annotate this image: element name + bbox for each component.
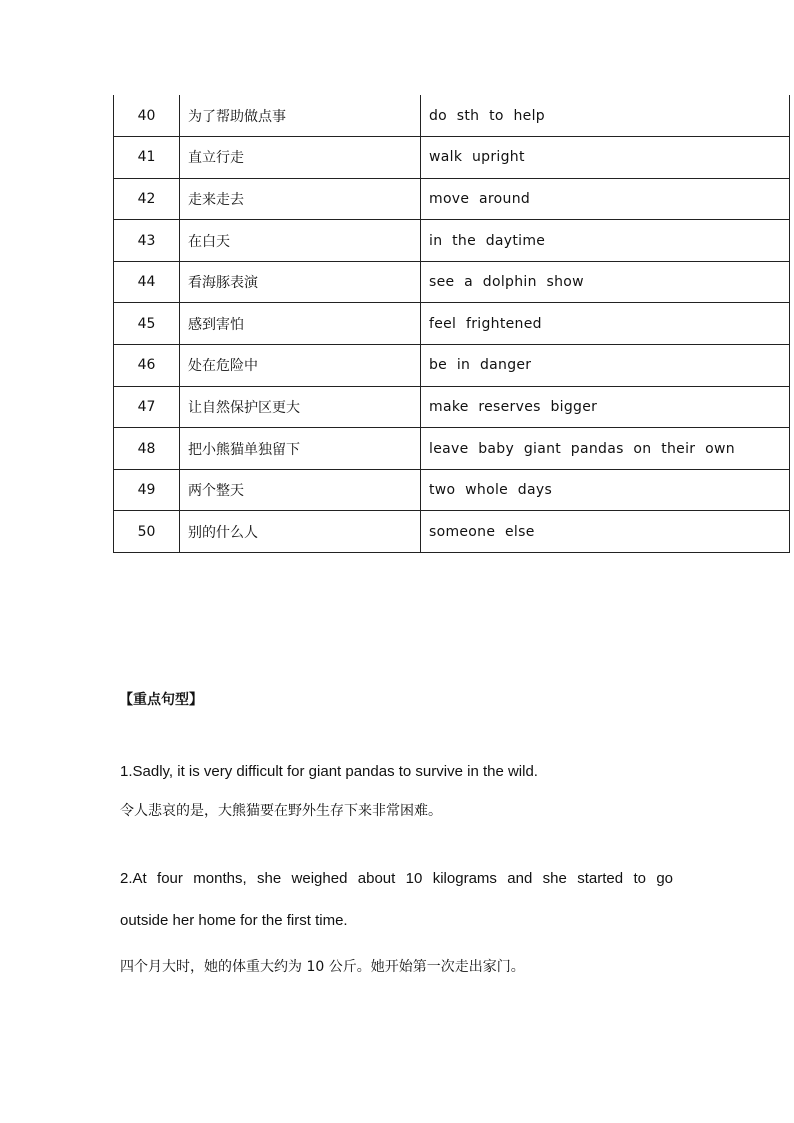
table-row [114,137,790,179]
chinese-phrase: 直立行走 [180,137,421,179]
row-number: 44 [114,261,180,303]
chinese-phrase: 处在危险中 [180,345,421,387]
chinese-phrase: 感到害怕 [180,303,421,345]
row-number: 41 [114,137,180,179]
row-number: 45 [114,303,180,345]
english-phrase: someone else [421,511,790,553]
chinese-phrase: 让自然保护区更大 [180,386,421,428]
row-number: 43 [114,220,180,262]
row-number: 40 [114,95,180,137]
table-row [114,428,790,470]
english-phrase: two whole days [421,469,790,511]
table-row [114,511,790,553]
chinese-phrase: 为了帮助做点事 [180,95,421,137]
sentence-2-chinese: 四个月大时，她的体重大约为 10 公斤。她开始第一次走出家门。 [120,959,525,975]
vocabulary-table [113,95,790,553]
table-row [114,261,790,303]
row-number: 50 [114,511,180,553]
english-phrase: be in danger [421,345,790,387]
english-phrase: walk upright [421,137,790,179]
sentence-1-english: 1.Sadly, it is very difficult for giant pandas to survive in the wild. [120,763,538,780]
table-row [114,386,790,428]
english-phrase: do sth to help [421,95,790,137]
english-phrase: make reserves bigger [421,386,790,428]
english-phrase: move around [421,178,790,220]
vocabulary-table-body [114,95,790,553]
section-heading-key-sentences: 【重点句型】 [119,692,203,708]
table-row [114,95,790,137]
chinese-phrase: 走来走去 [180,178,421,220]
table-row [114,178,790,220]
chinese-phrase: 把小熊猫单独留下 [180,428,421,470]
table-row [114,345,790,387]
chinese-phrase: 两个整天 [180,469,421,511]
table-row [114,220,790,262]
english-phrase: see a dolphin show [421,261,790,303]
table-row [114,303,790,345]
row-number: 47 [114,386,180,428]
row-number: 42 [114,178,180,220]
chinese-phrase: 在白天 [180,220,421,262]
sentence-2-english-line-1: 2.At four months, she weighed about 10 kilograms and she started to go [120,870,673,887]
english-phrase: in the daytime [421,220,790,262]
table-row [114,469,790,511]
row-number: 48 [114,428,180,470]
sentence-2-english-line-2: outside her home for the first time. [120,912,348,929]
row-number: 49 [114,469,180,511]
row-number: 46 [114,345,180,387]
chinese-phrase: 别的什么人 [180,511,421,553]
sentence-1-chinese: 令人悲哀的是，大熊猫要在野外生存下来非常困难。 [120,803,442,819]
english-phrase: feel frightened [421,303,790,345]
chinese-phrase: 看海豚表演 [180,261,421,303]
english-phrase: leave baby giant pandas on their own [421,428,790,470]
